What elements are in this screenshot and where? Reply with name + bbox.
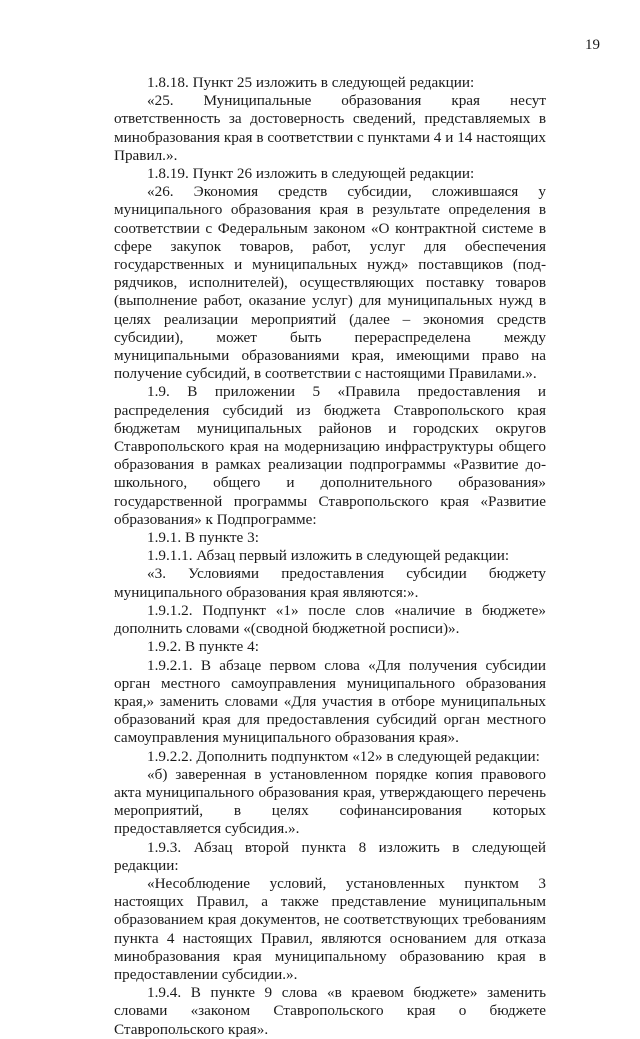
paragraph: 1.9.2.2. Дополнить подпунктом «12» в следующей редакции: <box>147 747 540 765</box>
paragraph: 1.9.2.1. В абзаце первом слова «Для получения субсидии орган местного самоуправления муниципального образования края,» заменить словами «Для участия в отборе муниципальных образований края для предоставления субсидий орган местного самоуправления муниципального образования края». <box>114 656 546 747</box>
paragraph: «3. Условиями предоставления субсидии бюджету муниципального образования края являются:». <box>114 565 546 601</box>
paragraph: «26. Экономия средств субсидии, сложившаяся у муниципального образования края в результате определения в соответствии с Федеральным законом «О контрактной системе в сфере закупок товаров, работ, услуг для обеспечения государственных и муниципальных нужд» поставщиков (подрядчиков, исполнителей), осуществляющих поставку товаров (выполнение работ, оказание услуг) для муниципальных нужд в целях реализации мероприятий (далее – экономия средств субсидии), может быть перераспределена между муниципальными образованиями края, имеющими право на получение субсидий, в соответствии с настоящими Правилами.». <box>114 183 546 383</box>
paragraph: 1.9.1. В пункте 3: <box>147 529 259 547</box>
paragraph: 1.8.19. Пункт 26 изложить в следующей редакции: <box>147 165 475 183</box>
paragraph: 1.9.1.2. Подпункт «1» после слов «наличие в бюджете» дополнить словами «(сводной бюджетной росписи)». <box>114 601 546 638</box>
paragraph: 1.8.18. Пункт 25 изложить в следующей редакции: <box>147 74 475 91</box>
paragraph: 1.9. В приложении 5 «Правила предоставления и распределения субсидий из бюджета Ставропольского края бюджетам муниципальных районов и городских округов Ставропольского края на модернизацию инфраструктуры общего образования в рамках реализации подпрограммы «Развитие дошкольного, общего и дополнительного образования» государственной программы Ставропольского края «Развитие образования» к Подпрограмме: <box>114 383 546 528</box>
paragraph: 1.9.4. В пункте 9 слова «в краевом бюджете» заменить словами «законом Ставропольского края о бюджете Ставропольского края». <box>114 984 546 1038</box>
page-number: 19 <box>585 37 600 53</box>
paragraph: «Несоблюдение условий, установленных пунктом 3 настоящих Правил, а также представление муниципальным образованием края документов, не соответствующих требованиям пункта 4 настоящих Правил, являются основанием для отказа минобразования края муниципальному образованию края в предоставлении субсидии.». <box>114 874 546 983</box>
paragraph: 1.9.3. Абзац второй пункта 8 изложить в следующей редакции: <box>114 838 546 874</box>
paragraph: «25. Муниципальные образования края несут ответственность за достоверность сведений, представляемых в минобразования края в соответствии с пунктами 4 и 14 настоящих Правил.». <box>114 92 546 164</box>
paragraph: 1.9.2. В пункте 4: <box>147 638 259 656</box>
paragraph: «б) заверенная в установленном порядке копия правового акта муниципального образования края, утверждающего перечень мероприятий, в целях софинансирования которых предоставляется субсидия.». <box>114 765 546 838</box>
document-body <box>114 74 546 1039</box>
paragraph: 1.9.1.1. Абзац первый изложить в следующей редакции: <box>147 547 510 565</box>
